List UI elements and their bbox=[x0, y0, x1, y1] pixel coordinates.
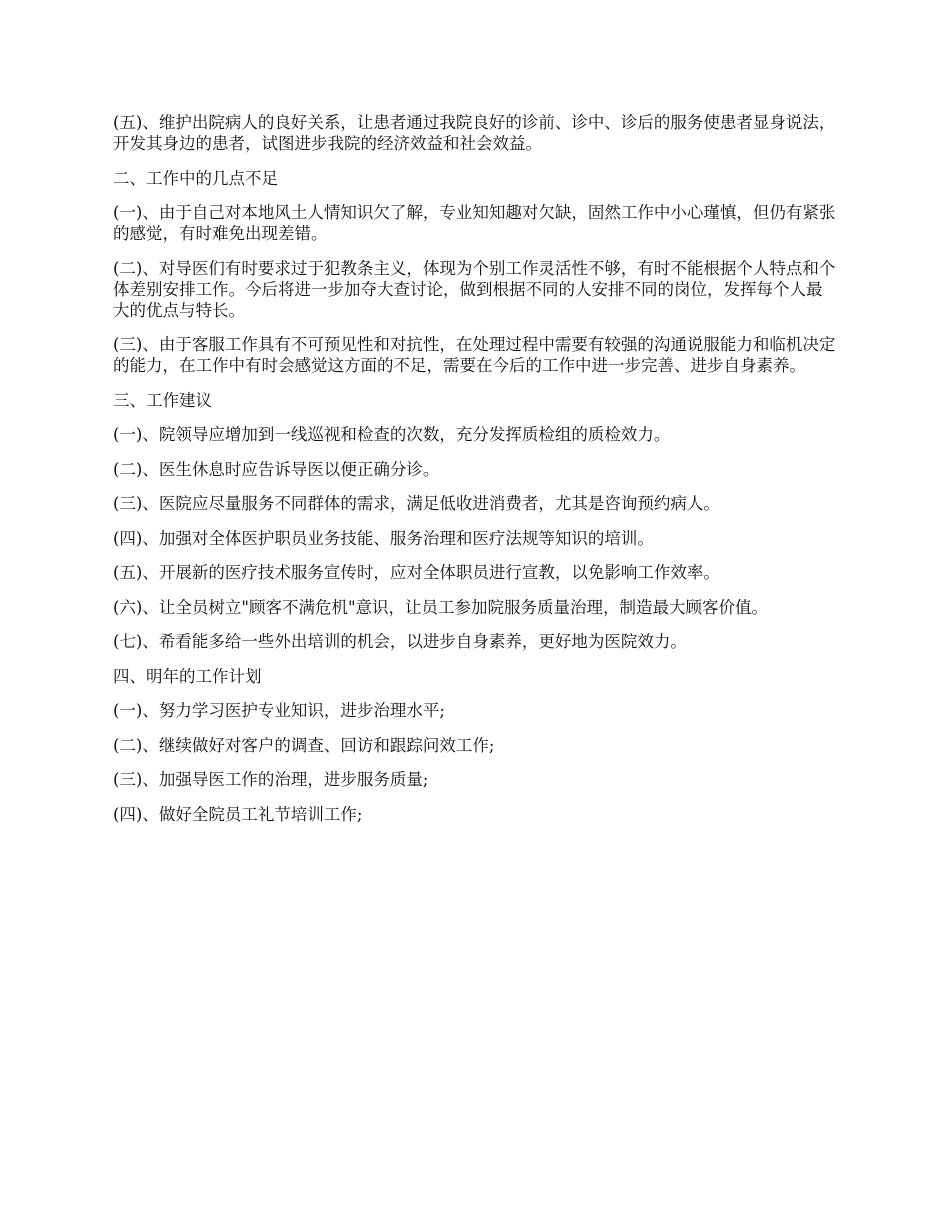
paragraph: (一)、由于自己对本地风土人情知识欠了解，专业知知趣对欠缺，固然工作中小心瑾慎，但仍有紧张的感觉，有时难免出现差错。 bbox=[113, 203, 836, 243]
paragraph: (一)、努力学习医护专业知识，进步治理水平; bbox=[113, 701, 445, 720]
paragraph: (四)、加强对全体医护职员业务技能、服务治理和医疗法规等知识的培训。 bbox=[113, 528, 654, 548]
paragraph: (二)、医生休息时应告诉导医以便正确分诊。 bbox=[113, 459, 440, 479]
paragraph: (七)、希看能多给一些外出培训的机会，以进步自身素养，更好地为医院效力。 bbox=[113, 632, 687, 651]
paragraph: (六)、让全员树立"顾客不满危机"意识，让员工参加院服务质量治理，制造最大顾客价值。 bbox=[113, 597, 769, 617]
paragraph: (一)、院领导应增加到一线巡视和检查的次数，充分发挥质检组的质检效力。 bbox=[113, 425, 671, 444]
paragraph: (三)、医院应尽量服务不同群体的需求，满足低收进消费者，尤其是咨询预约病人。 bbox=[113, 494, 720, 513]
paragraph: (三)、加强导医工作的治理，进步服务质量; bbox=[113, 770, 429, 789]
paragraph: (二)、继续做好对客户的调查、回访和跟踪问效工作; bbox=[113, 735, 495, 755]
paragraph: (五)、维护出院病人的良好关系，让患者通过我院良好的诊前、诊中、诊后的服务使患者显身说法，开发其身边的患者，试图进步我院的经济效益和社会效益。 bbox=[113, 113, 836, 153]
section-heading: 四、明年的工作计划 bbox=[113, 666, 262, 686]
paragraph: (五)、开展新的医疗技术服务宣传时，应对全体职员进行宣教，以免影响工作效率。 bbox=[113, 563, 720, 582]
paragraph: (三)、由于客服工作具有不可预见性和对抗性，在处理过程中需要有较强的沟通说服能力和临机决定的能力，在工作中有时会感觉这方面的不足，需要在今后的工作中进一步完善、进步自身素养。 bbox=[113, 335, 836, 375]
section-heading: 二、工作中的几点不足 bbox=[113, 168, 278, 188]
paragraph: (二)、对导医们有时要求过于犯教条主义，体现为个别工作灵活性不够，有时不能根据个人特点和个体差别安排工作。今后将进一步加夺大查讨论，做到根据不同的人安排不同的岗位，发挥每个人最大的优点与特长。 bbox=[113, 258, 836, 320]
section-heading: 三、工作建议 bbox=[113, 390, 212, 410]
paragraph: (四)、做好全院员工礼节培训工作; bbox=[113, 804, 363, 824]
document-page bbox=[113, 112, 838, 838]
